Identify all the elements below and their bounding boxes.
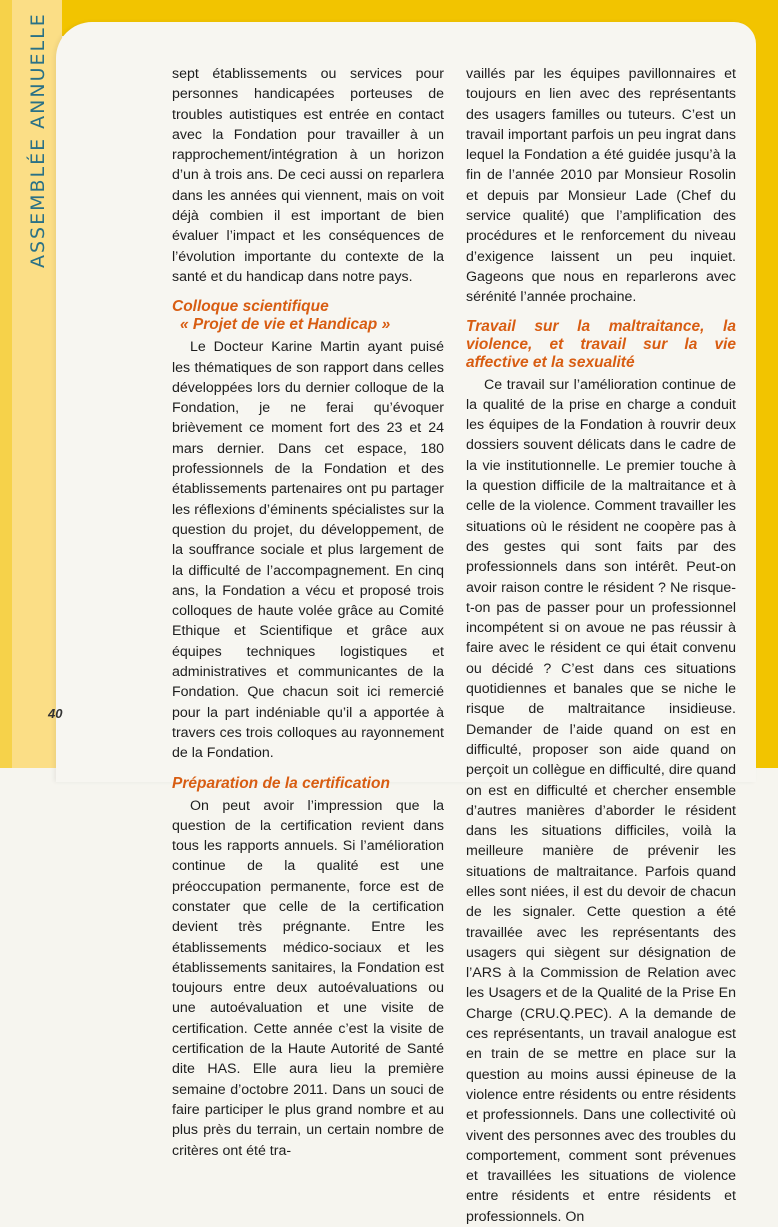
heading-colloque — [172, 298, 444, 334]
heading-certification: Préparation de la certification — [172, 774, 390, 792]
heading-colloque-line1: Colloque scientifique — [172, 298, 329, 316]
section-label: ASSEMBLÉE ANNUELLE — [27, 12, 49, 268]
maltraitance-paragraph: Ce travail sur l’amélioration continue de la qualité de la prise en charge a conduit les équipes de la Fondation à rouvrir deux dossiers souvent délicats dans le cadre de la vie institutionnelle. Le premier touche à la question difficile de la maltraitance et à celle de la violence. Comment travailler les situations où le résident ne coopère pas à des gestes qui sont faits par des professionnels dans son intérêt. Peut-on avoir raison contre le résident ? Ne risque-t-on pas de passer pour un professionnel incompétent si on avoue ne pas réussir à faire avec le résident ce qui était convenu ou décidé ? C’est dans ces situations quotidiennes et banales que se niche le risque de maltraitance insidieuse. Demander de l’aide quand on est en difficulté, proposer son aide quand on perçoit un collègue en difficulté, dire quand on est en difficulté et chercher ensemble d’autres manières d’aborder le résident dans les situations difficiles, voilà la meilleure manière de prévenir les situations de maltraitance. Parfois quand elles sont niées, il est du devoir de chacun de les signaler. Cette question a été travaillée avec les représentants des usagers qui siègent sur désignation de l’ARS à la Commission de Relation avec les Usagers et de la Qualité de la Prise En Charge (CRU.Q.PEC). A la demande de ces représentants, un travail analogue est en train de se mettre en place sur la question au moins aussi épineuse de la violence entre résidents ou entre résidents et professionnels. Dans une collectivité où vivent des personnes avec des troubles du comportement, comment sont prévenues et travaillées les situations de violence entre résidents et entre résidents et professionnels. On — [466, 376, 736, 1225]
left-intro-paragraph: sept établissements ou services pour personnes handicapées porteuses de troubles autistiques est entrée en contact avec la Fondation pour travailler à un rapprochement/intégration à un horizon d’un à trois ans. De ceci aussi on reparlera dans les années qui viennent, mais on voit déjà combien il est important de bien évaluer l’impact et les conséquences de l’évolution importante du contexte de la santé et du handicap dans notre pays. — [172, 66, 444, 285]
heading-maltraitance: Travail sur la maltraitance, la violence, et travail sur la vie affective et la sexualité — [466, 317, 736, 371]
right-column — [466, 64, 736, 1227]
left-yellow-edge — [0, 0, 12, 768]
page-number: 40 — [48, 706, 63, 721]
left-column — [172, 64, 444, 1161]
heading-colloque-line2: « Projet de vie et Handicap » — [180, 316, 391, 334]
certification-paragraph: On peut avoir l’impression que la question de la certification revient dans tous les rapports annuels. Si l’amélioration continue de la qualité est une préoccupation permanente, force est de constater que celle de la certification devient très prégnante. Entre les établissements médico-sociaux et les établissements sanitaires, la Fondation est toujours entre deux autoévaluations ou une autoévaluation et une visite de certification. Cette année c’est la visite de certification de la Haute Autorité de Santé dite HAS. Elle aura lieu la première semaine d’octobre 2011. Dans un souci de faire participer le plus grand nombre et au plus près du terrain, un certain nombre de critères ont été tra- — [172, 797, 444, 1159]
right-intro-paragraph: vaillés par les équipes pavillonnaires et toujours en lien avec des représentants des usagers familles ou tuteurs. C’est un travail important parfois un peu ingrat dans lequel la Fondation a été guidée jusqu’à la fin de l’année 2010 par Monsieur Rosolin et depuis par Monsieur Lade (Chef du service qualité) que l’amplification des procédures et le renforcement du niveau d’exigence laissent un peu inquiet. Gageons que nous en reparlerons avec sérénité l’année prochaine. — [466, 66, 736, 306]
colloque-paragraph: Le Docteur Karine Martin ayant puisé les thématiques de son rapport dans celles développées lors du dernier colloque de la Fondation, je ne ferai qu’évoquer brièvement ce moment fort des 23 et 24 mars dernier. Dans cet espace, 180 professionnels de la Fondation et des établissements partenaires ont pu partager les réflexions d’éminents spécialistes sur la question du projet, du développement, de la souffrance sociale et plus largement de la difficulté de l’accompagnement. En cinq ans, la Fondation a vécu et proposé trois colloques de haute volée grâce au Comité Ethique et Scientifique et grâce aux équipes techniques logistiques et administratives et communicantes de la Fondation. Que chacun soit ici remercié pour la part indéniable qu’il a apportée à travers ces trois colloques au rayonnement de la Fondation. — [172, 339, 444, 762]
